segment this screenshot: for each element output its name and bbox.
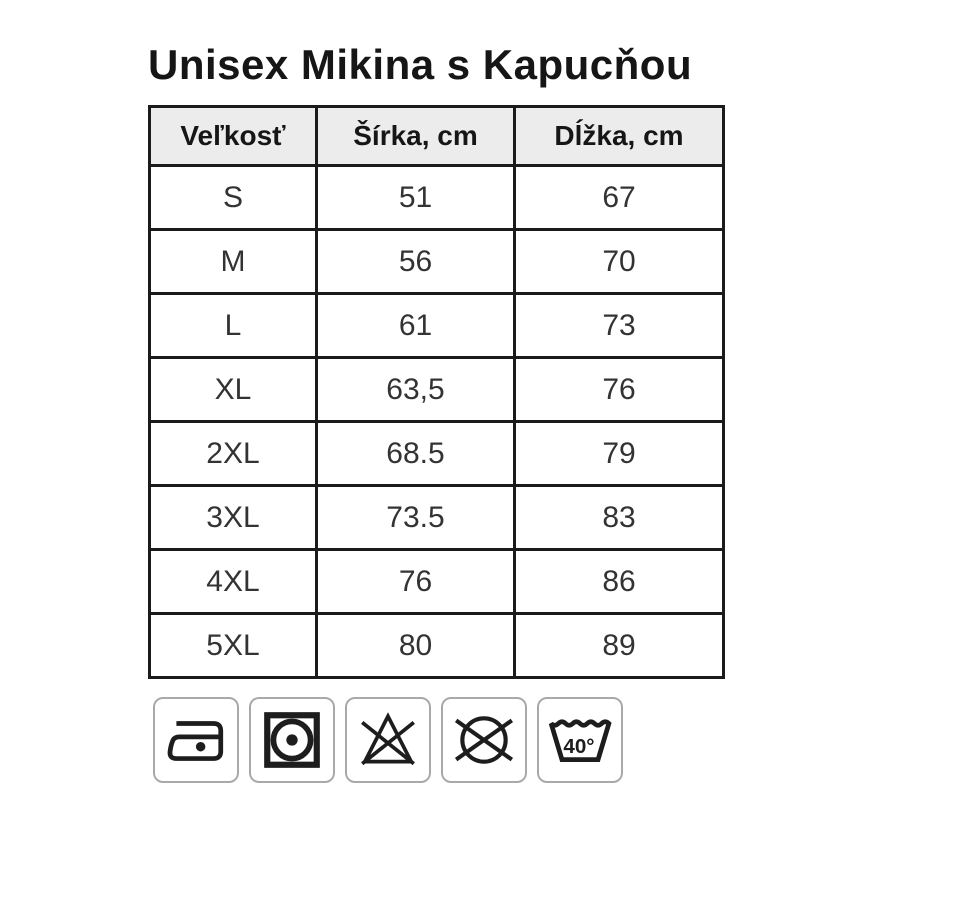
table-row	[150, 550, 724, 614]
size-cell: 3XL	[150, 486, 317, 550]
tumble-dry-low-icon	[249, 697, 335, 783]
length-cell: 73	[515, 294, 724, 358]
width-cell: 80	[317, 614, 515, 678]
width-cell: 61	[317, 294, 515, 358]
length-cell: 70	[515, 230, 724, 294]
care-symbols-row	[153, 697, 623, 783]
size-table	[148, 105, 725, 679]
table-row	[150, 486, 724, 550]
width-cell: 76	[317, 550, 515, 614]
table-row	[150, 614, 724, 678]
do-not-dry-clean-icon	[441, 697, 527, 783]
header-cell-width: Šírka, cm	[317, 107, 515, 166]
iron-low-icon	[153, 697, 239, 783]
size-cell: 2XL	[150, 422, 317, 486]
table-row	[150, 422, 724, 486]
size-cell: XL	[150, 358, 317, 422]
width-cell: 56	[317, 230, 515, 294]
length-cell: 67	[515, 166, 724, 230]
page-title: Unisex Mikina s Kapucňou	[148, 41, 693, 88]
table-row	[150, 358, 724, 422]
size-cell: L	[150, 294, 317, 358]
width-cell: 68.5	[317, 422, 515, 486]
table-header-row	[150, 107, 724, 166]
size-cell: 4XL	[150, 550, 317, 614]
width-cell: 63,5	[317, 358, 515, 422]
do-not-bleach-icon	[345, 697, 431, 783]
table-row	[150, 166, 724, 230]
wash-40-icon	[537, 697, 623, 783]
length-cell: 83	[515, 486, 724, 550]
length-cell: 86	[515, 550, 724, 614]
table-row	[150, 294, 724, 358]
length-cell: 76	[515, 358, 724, 422]
table-row	[150, 230, 724, 294]
size-cell: M	[150, 230, 317, 294]
width-cell: 73.5	[317, 486, 515, 550]
header-cell-size: Veľkosť	[150, 107, 317, 166]
wash-temperature-label: 40°	[563, 734, 595, 758]
width-cell: 51	[317, 166, 515, 230]
size-cell: S	[150, 166, 317, 230]
length-cell: 89	[515, 614, 724, 678]
length-cell: 79	[515, 422, 724, 486]
size-cell: 5XL	[150, 614, 317, 678]
header-cell-length: Dĺžka, cm	[515, 107, 724, 166]
